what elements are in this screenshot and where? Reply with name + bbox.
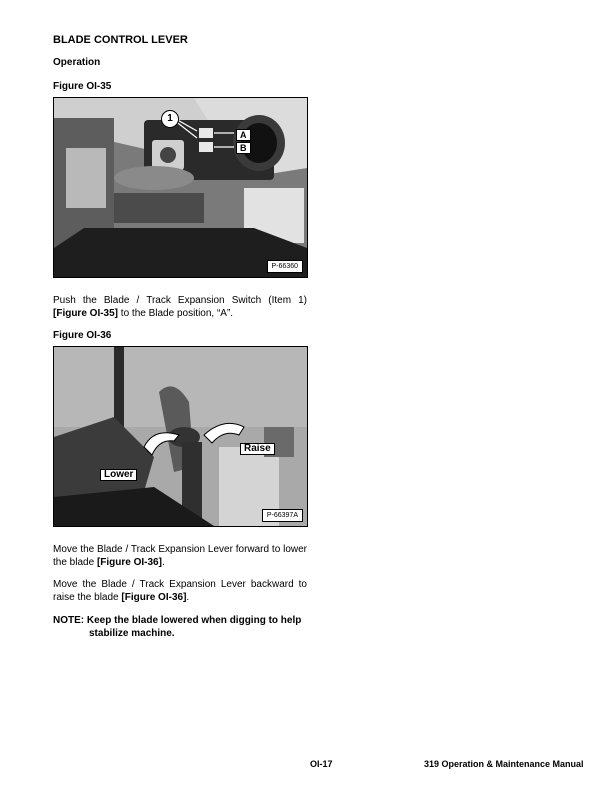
paragraph-switch-tail: to the Blade position, “A”. [118, 308, 234, 319]
paragraph-switch-text: Push the Blade / Track Expansion Switch (Item 1) [53, 295, 307, 306]
section-title: BLADE CONTROL LEVER [53, 34, 188, 46]
photo-blade-lever-illustration [54, 347, 307, 526]
paragraph-lower-ref: [Figure OI-36] [96, 557, 162, 568]
paragraph-lower [53, 543, 307, 569]
paragraph-lower-text: Move the Blade / Track Expansion Lever forward to lower the blade [53, 544, 307, 568]
paragraph-lower-tail: . [161, 557, 165, 568]
paragraph-raise-text: Move the Blade / Track Expansion Lever backward to raise the blade [53, 579, 307, 603]
callout-b: B [236, 142, 251, 154]
paragraph-raise-ref: [Figure OI-36] [121, 592, 187, 603]
note-line-1 [53, 614, 307, 627]
note-line-2: stabilize machine. [89, 628, 175, 639]
figure-label-oi-35: Figure OI-35 [53, 81, 112, 92]
photo-blade-lever [53, 346, 308, 527]
manual-title: 319 Operation & Maintenance Manual [424, 759, 584, 769]
note-prefix: NOTE: [53, 615, 85, 626]
callout-raise: Raise [240, 443, 275, 455]
photo-blade-switch-illustration [54, 98, 307, 277]
figure-label-oi-36: Figure OI-36 [53, 330, 112, 341]
photo-blade-switch [53, 97, 308, 278]
callout-item-1: 1 [161, 110, 179, 128]
callout-lower: Lower [100, 469, 137, 481]
paragraph-raise [53, 578, 307, 604]
paragraph-raise-tail: . [186, 592, 190, 603]
photo-id: P-66397A [262, 509, 303, 522]
note-text-1: Keep the blade lowered when digging to help [86, 615, 302, 626]
callout-a: A [236, 129, 251, 141]
subheading: Operation [53, 57, 101, 68]
photo-id: P-66360 [267, 260, 303, 273]
paragraph-switch [53, 294, 307, 320]
note-block [53, 614, 307, 640]
page-number: OI-17 [310, 759, 333, 769]
paragraph-switch-ref: [Figure OI-35] [53, 308, 119, 319]
